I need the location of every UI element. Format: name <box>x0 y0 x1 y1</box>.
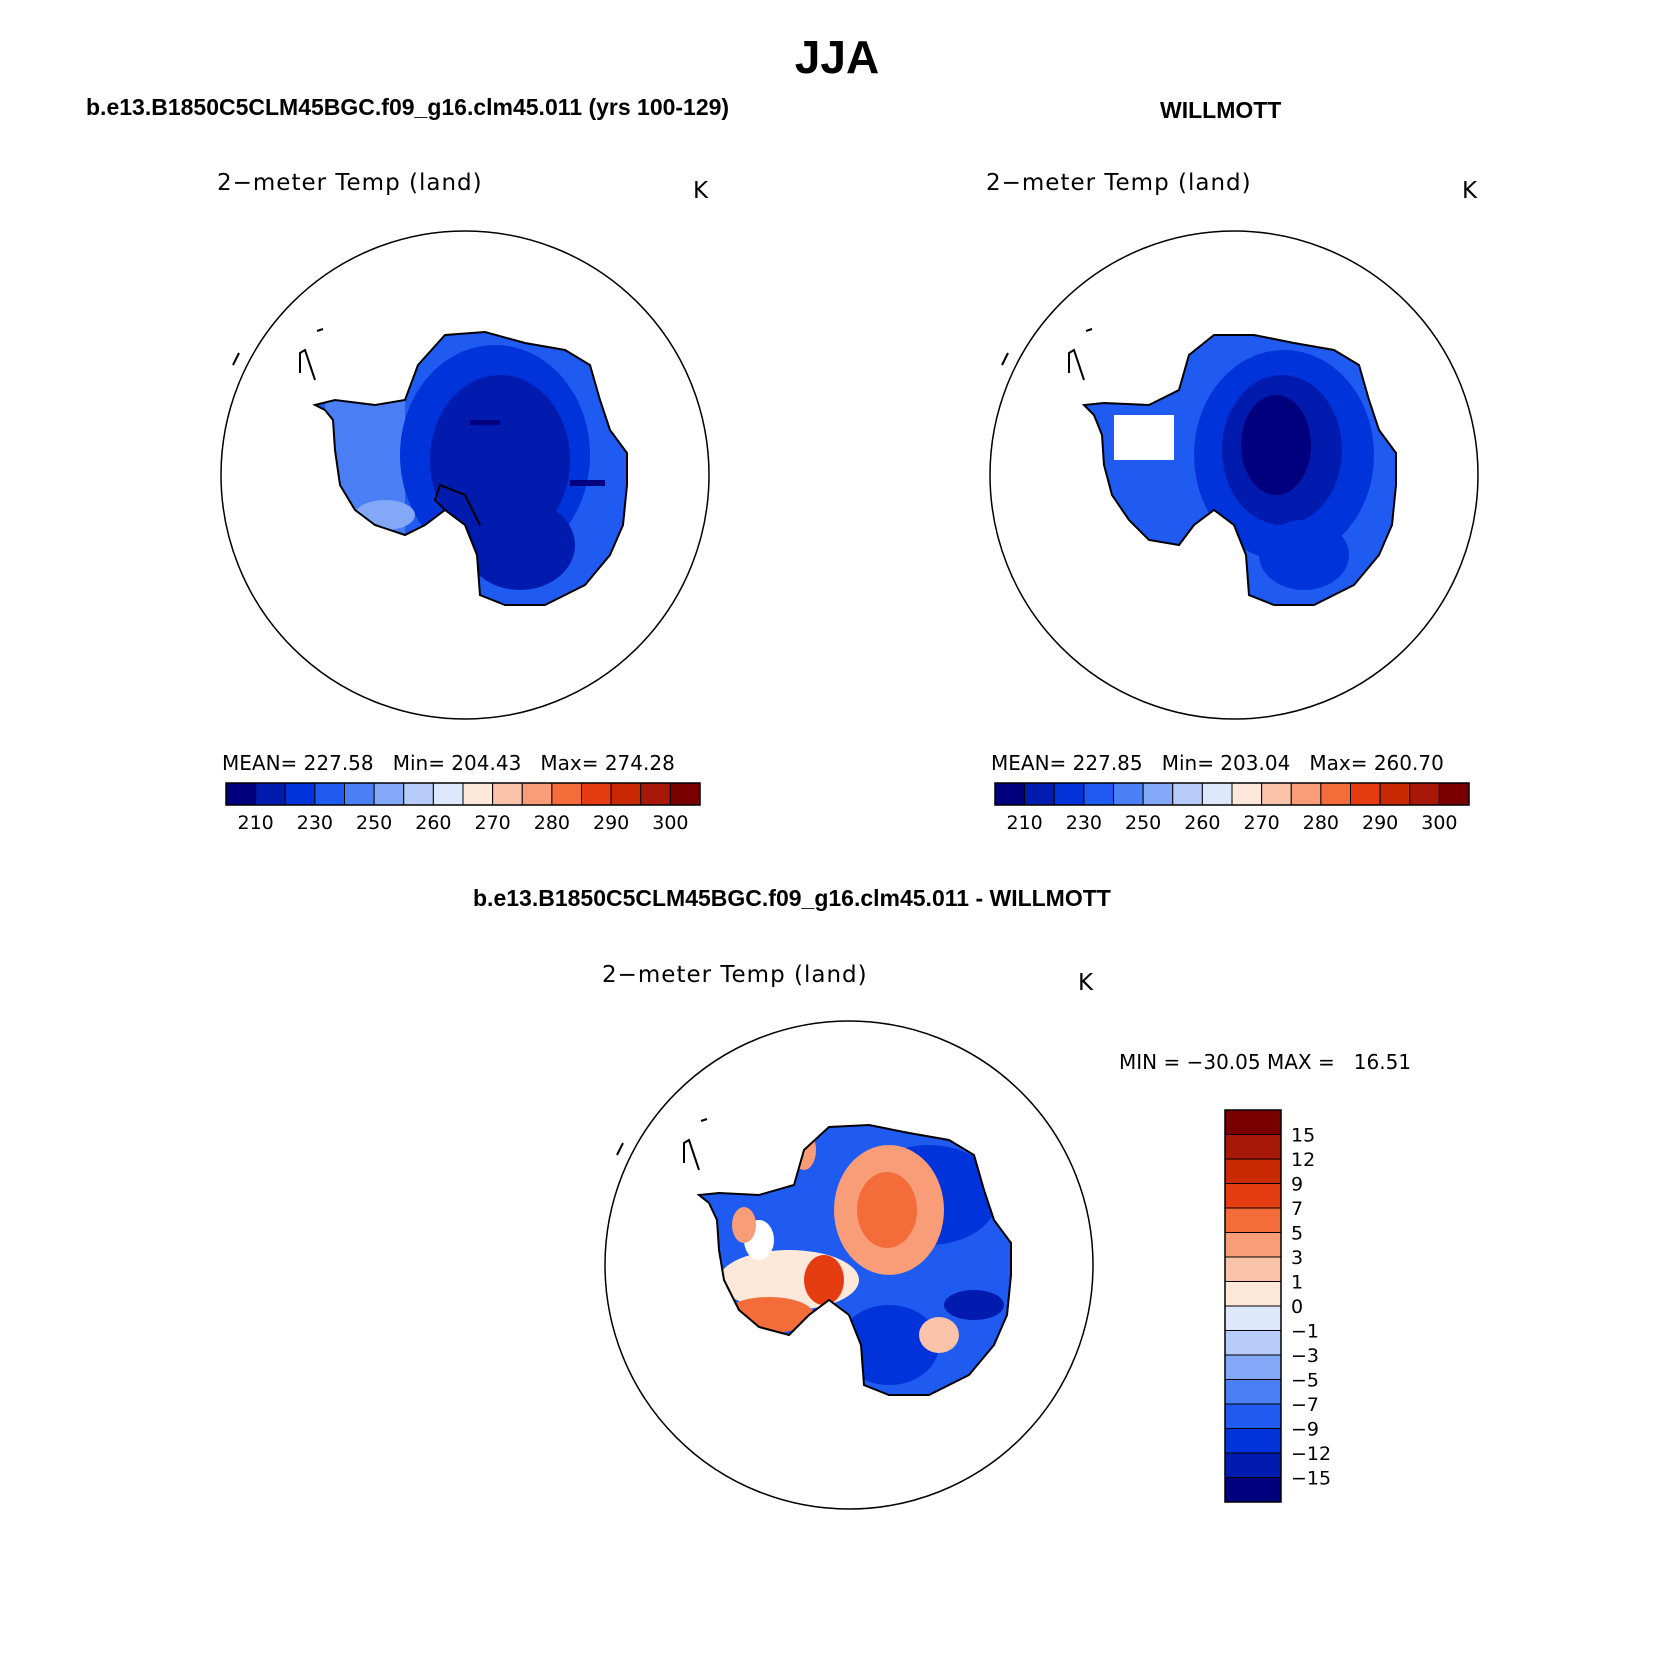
page-title: JJA <box>794 31 880 83</box>
panel-2-colorbar-swatch <box>995 783 1025 805</box>
panel-1-colorbar-swatch <box>641 783 671 805</box>
panel-3-colorbar-tick-label: −9 <box>1291 1418 1320 1441</box>
panel-3-colorbar-tick-label: 0 <box>1291 1296 1304 1318</box>
panel-2-colorbar-swatch <box>1054 783 1084 805</box>
panel-3-colorbar-tick-label: −15 <box>1291 1467 1332 1490</box>
panel-2-colorbar-swatch <box>1202 783 1232 805</box>
panel-2-case-title: WILLMOTT <box>1160 97 1282 123</box>
panel-3-colorbar-swatch <box>1225 1208 1281 1233</box>
panel-1-colorbar-swatch <box>463 783 493 805</box>
panel-2-colorbar-swatch <box>1291 783 1321 805</box>
panel-3-colorbar-swatch <box>1225 1282 1281 1307</box>
panel-1-colorbar-swatch <box>404 783 434 805</box>
panel-2-colorbar-tick-label: 290 <box>1361 812 1399 834</box>
panel-3-colorbar-swatch <box>1225 1110 1281 1135</box>
panel-3-map <box>599 1015 1099 1515</box>
panel-3-colorbar-tick-label: −3 <box>1291 1345 1320 1367</box>
panel-3-colorbar-swatch <box>1225 1404 1281 1429</box>
panel-1-colorbar-tick-label: 210 <box>237 812 274 834</box>
panel-1-colorbar-swatch <box>670 783 700 805</box>
panel-3-colorbar-swatch <box>1225 1257 1281 1282</box>
panel-2-colorbar-swatch <box>1380 783 1410 805</box>
panel-1-colorbar-swatch <box>522 783 552 805</box>
panel-1-units-label: K <box>693 178 710 204</box>
panel-1-colorbar-swatch <box>552 783 582 805</box>
panel-3-colorbar-swatch <box>1225 1478 1281 1503</box>
panel-1-colorbar-tick-label: 230 <box>296 812 334 834</box>
panel-1-colorbar-tick-label: 260 <box>415 812 452 834</box>
panel-2-colorbar-tick-label: 260 <box>1184 812 1221 834</box>
panel-3-colorbar-tick-label: −1 <box>1291 1320 1320 1343</box>
panel-3-colorbar-swatch <box>1225 1453 1281 1478</box>
panel-1-colorbar-tick-label: 290 <box>592 812 630 834</box>
panel-2-colorbar-tick-label: 270 <box>1243 812 1280 834</box>
panel-2-colorbar-tick-label: 210 <box>1006 812 1043 834</box>
panel-1-colorbar-swatch <box>345 783 375 805</box>
panel-3-colorbar-tick-label: 15 <box>1291 1124 1316 1147</box>
panel-2-colorbar-tick-label: 280 <box>1302 812 1340 834</box>
panel-3-colorbar-tick-label: −7 <box>1291 1394 1320 1416</box>
panel-1-colorbar-swatch <box>582 783 612 805</box>
panel-1-colorbar-swatch <box>374 783 404 805</box>
panel-3-stats: MIN = −30.05 MAX = 16.51 <box>1119 1050 1412 1074</box>
panel-3-colorbar-tick-label: 3 <box>1291 1247 1304 1269</box>
panel-2-colorbar-swatch <box>1321 783 1351 805</box>
panel-2-colorbar-swatch <box>1262 783 1292 805</box>
panel-3-colorbar-swatch <box>1225 1355 1281 1380</box>
panel-2-units-label: K <box>1462 178 1479 204</box>
panel-2-colorbar-tick-label: 300 <box>1421 812 1458 834</box>
panel-2-map <box>984 225 1484 725</box>
panel-1-case-title: b.e13.B1850C5CLM45BGC.f09_g16.clm45.011 (yrs 100-129) <box>86 94 730 120</box>
panel-3-colorbar-swatch <box>1225 1331 1281 1356</box>
panel-1-colorbar-swatch <box>315 783 345 805</box>
panel-3-colorbar-tick-label: −12 <box>1291 1443 1332 1465</box>
panel-3-colorbar-tick-label: 1 <box>1291 1271 1304 1294</box>
panel-1-colorbar-tick-label: 270 <box>474 812 511 834</box>
panel-3-colorbar-swatch <box>1225 1429 1281 1454</box>
panel-2-colorbar-swatch <box>1351 783 1381 805</box>
panel-3-variable-label: 2−meter Temp (land) <box>602 962 868 988</box>
panel-3-colorbar-tick-label: 5 <box>1291 1222 1304 1245</box>
panel-2-stats: MEAN= 227.85 Min= 203.04 Max= 260.70 <box>991 751 1444 775</box>
panel-2-colorbar-tick-label: 230 <box>1065 812 1103 834</box>
panel-1-colorbar-tick-label: 300 <box>652 812 689 834</box>
panel-3-colorbar-swatch <box>1225 1135 1281 1160</box>
panel-1-colorbar-swatch <box>226 783 256 805</box>
panel-3-colorbar-swatch <box>1225 1233 1281 1258</box>
panel-1-stats: MEAN= 227.58 Min= 204.43 Max= 274.28 <box>222 751 675 775</box>
panel-2-colorbar-swatch <box>1410 783 1440 805</box>
panel-1-colorbar-swatch <box>433 783 463 805</box>
panel-3-units-label: K <box>1078 970 1095 996</box>
panel-3-colorbar-tick-label: 7 <box>1291 1198 1304 1220</box>
panel-3-case-title: b.e13.B1850C5CLM45BGC.f09_g16.clm45.011 - WILLMOTT <box>473 885 1111 911</box>
panel-3-colorbar-swatch <box>1225 1306 1281 1331</box>
panel-1-variable-label: 2−meter Temp (land) <box>217 170 483 196</box>
panel-1-colorbar <box>215 780 715 850</box>
panel-2-colorbar-swatch <box>1439 783 1469 805</box>
panel-3-colorbar-swatch <box>1225 1380 1281 1405</box>
panel-2-colorbar-swatch <box>1232 783 1262 805</box>
panel-2-colorbar <box>984 780 1484 850</box>
panel-1-colorbar-tick-label: 280 <box>533 812 571 834</box>
panel-3-colorbar-tick-label: 9 <box>1291 1173 1304 1196</box>
panel-2-colorbar-swatch <box>1025 783 1055 805</box>
panel-2-colorbar-swatch <box>1173 783 1203 805</box>
panel-2-colorbar-tick-label: 250 <box>1124 812 1162 834</box>
panel-1-colorbar-swatch <box>256 783 286 805</box>
panel-2-colorbar-swatch <box>1143 783 1173 805</box>
panel-3-colorbar-swatch <box>1225 1159 1281 1184</box>
panel-1-colorbar-tick-label: 250 <box>355 812 393 834</box>
panel-3-colorbar-tick-label: −5 <box>1291 1369 1320 1392</box>
panel-1-colorbar-swatch <box>493 783 523 805</box>
panel-2-colorbar-swatch <box>1114 783 1144 805</box>
panel-3-colorbar-tick-label: 12 <box>1291 1149 1316 1171</box>
panel-2-variable-label: 2−meter Temp (land) <box>986 170 1252 196</box>
panel-3-colorbar <box>1215 1105 1335 1515</box>
panel-3-colorbar-swatch <box>1225 1184 1281 1209</box>
panel-1-colorbar-swatch <box>285 783 315 805</box>
panel-2-colorbar-swatch <box>1084 783 1114 805</box>
panel-1-colorbar-swatch <box>611 783 641 805</box>
panel-1-map <box>215 225 715 725</box>
